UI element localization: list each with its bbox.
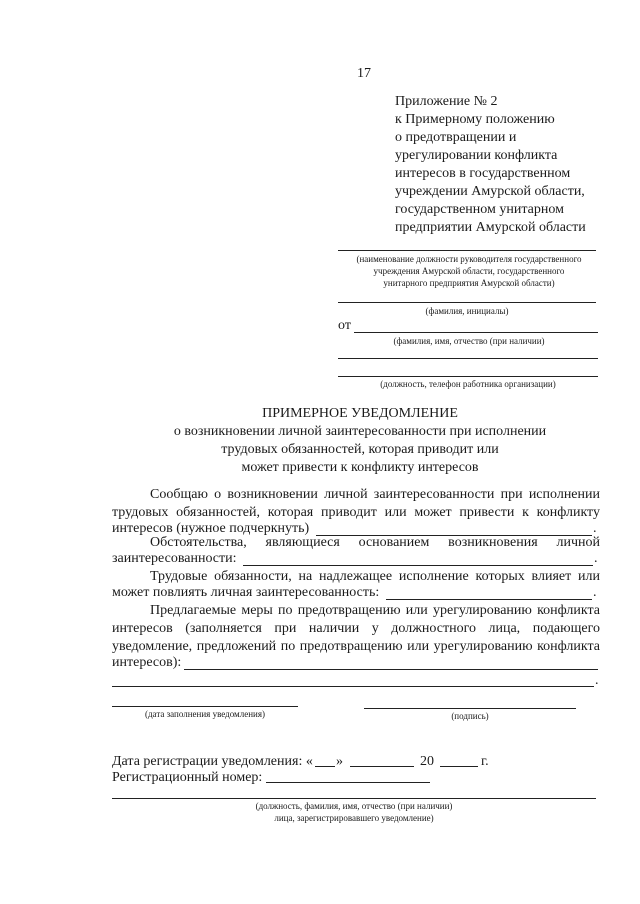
paragraph-3-line: может повлиять личная заинтересованность: xyxy=(112,585,380,600)
fio-caption: (фамилия, имя, отчество (при наличии) xyxy=(393,336,545,346)
employee-fio-field[interactable] xyxy=(354,332,598,333)
head-initials-field[interactable] xyxy=(338,302,596,303)
paragraph-4-line: уведомление, предложений по предотвращению или урегулированию конфликта xyxy=(112,639,600,654)
appendix-line: к Примерному положению xyxy=(395,112,555,127)
appendix-line: Приложение № 2 xyxy=(395,94,498,109)
employee-phone-field[interactable] xyxy=(338,376,598,377)
notice-subtitle-line: может привести к конфликту интересов xyxy=(241,460,479,475)
paragraph-4-line: интересов): xyxy=(112,655,182,670)
registration-number-label: Регистрационный номер: xyxy=(112,770,263,785)
paragraph-2-line: Обстоятельства, являющиеся основанием возникновения личной xyxy=(150,535,600,550)
registration-year-field[interactable] xyxy=(440,766,478,767)
signature-field[interactable] xyxy=(364,708,576,709)
notice-subtitle-line: трудовых обязанностей, которая приводит или xyxy=(221,442,499,457)
registration-year-suffix: г. xyxy=(481,754,489,769)
paragraph-3-line: Трудовые обязанности, на надлежащее исполнение которых влияет или xyxy=(150,569,600,584)
head-caption-line: учреждения Амурской области, государственного xyxy=(373,266,565,276)
appendix-line: учреждении Амурской области, xyxy=(395,184,585,199)
paragraph-2-line: заинтересованности: xyxy=(112,551,237,566)
notice-subtitle-line: о возникновении личной заинтересованности при исполнении xyxy=(173,424,547,439)
fill-date-field[interactable] xyxy=(112,706,298,707)
registration-year-prefix: 20 xyxy=(420,754,434,769)
position-caption: (должность, телефон работника организации) xyxy=(380,379,556,389)
registrar-caption-line: лица, зарегистрировавшего уведомление) xyxy=(274,813,434,823)
fill-date-caption: (дата заполнения уведомления) xyxy=(144,709,265,719)
initials-caption: (фамилия, инициалы) xyxy=(425,306,509,316)
paragraph-4-line: Предлагаемые меры по предотвращению или урегулированию конфликта xyxy=(150,603,600,618)
registrar-field[interactable] xyxy=(112,798,596,799)
appendix-line: о предотвращении и xyxy=(395,130,517,145)
paragraph-4-line: интересов (заполняется при наличии у должностного лица, подающего xyxy=(112,621,600,636)
proposals-field-1[interactable] xyxy=(184,669,598,670)
head-caption-line: унитарного предприятия Амурской области) xyxy=(383,278,555,288)
proposals-field-2[interactable] xyxy=(112,686,594,687)
appendix-line: урегулировании конфликта xyxy=(395,148,558,163)
circumstances-field[interactable] xyxy=(243,565,593,566)
page-number: 17 xyxy=(357,66,371,81)
period: . xyxy=(594,551,598,566)
from-label: от xyxy=(338,318,351,333)
period: . xyxy=(593,521,597,536)
registration-date-label: Дата регистрации уведомления: « xyxy=(112,754,313,769)
period: . xyxy=(593,585,597,600)
paragraph-1-line: интересов (нужное подчеркнуть) xyxy=(112,521,310,536)
appendix-line: предприятии Амурской области xyxy=(395,220,586,235)
registration-day-field[interactable] xyxy=(315,766,335,767)
signature-caption: (подпись) xyxy=(451,711,489,721)
registration-month-field[interactable] xyxy=(350,766,414,767)
registration-quote-close: » xyxy=(336,754,343,769)
head-caption-line: (наименование должности руководителя государственного xyxy=(356,254,582,264)
head-position-field[interactable] xyxy=(338,250,596,251)
employee-position-field[interactable] xyxy=(338,358,598,359)
paragraph-1-line: Сообщаю о возникновении личной заинтересованности при исполнении xyxy=(150,487,600,502)
duties-field[interactable] xyxy=(386,599,592,600)
appendix-line: государственном унитарном xyxy=(395,202,564,217)
notice-title: ПРИМЕРНОЕ УВЕДОМЛЕНИЕ xyxy=(262,406,458,421)
period: . xyxy=(595,673,599,688)
appendix-line: интересов в государственном xyxy=(395,166,571,181)
registrar-caption-line: (должность, фамилия, имя, отчество (при наличии) xyxy=(255,801,453,811)
registration-number-field[interactable] xyxy=(266,782,430,783)
paragraph-1-line: трудовых обязанностей, которая приводит или может привести к конфликту xyxy=(112,505,600,520)
